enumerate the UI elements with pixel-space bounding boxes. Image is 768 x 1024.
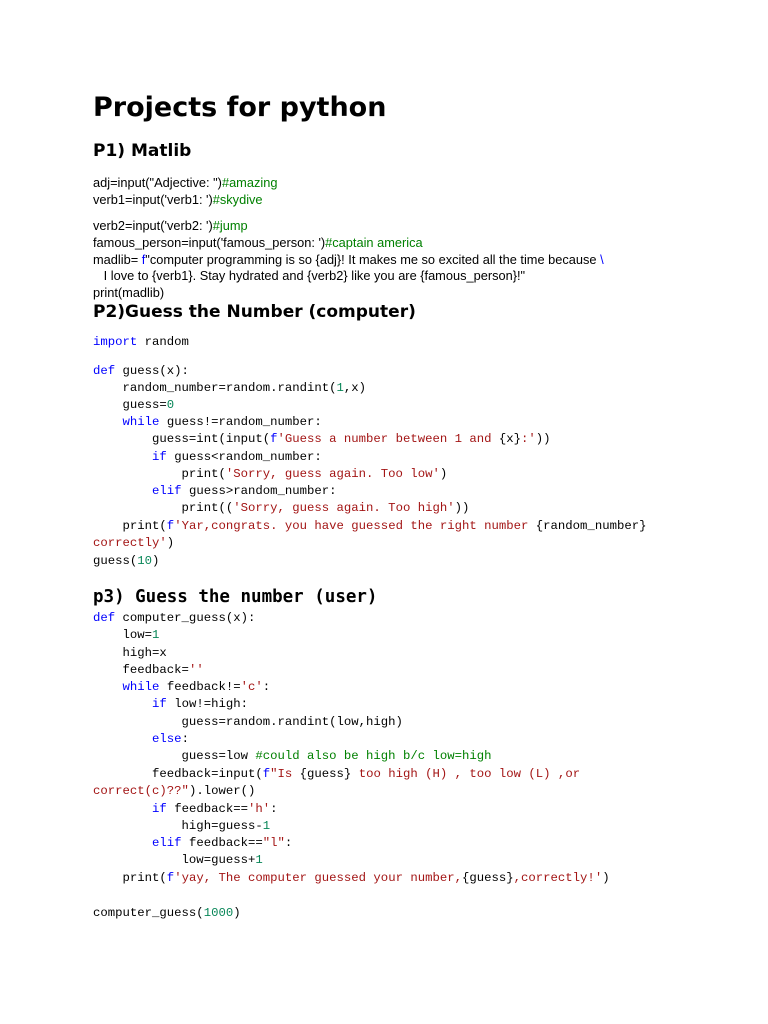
code-text: low!=high: — [166, 697, 248, 711]
code-keyword: if — [152, 697, 167, 711]
code-string: 'Guess a number between 1 and — [277, 432, 499, 446]
code-line — [93, 363, 733, 380]
code-text: famous_person=input('famous_person: ') — [93, 235, 326, 250]
code-text: print( — [93, 519, 167, 533]
code-keyword: elif — [152, 836, 182, 850]
section-heading-p2: P2)Guess the Number (computer) — [93, 302, 416, 322]
code-text: {x} — [498, 432, 522, 446]
code-comment: #amazing — [221, 175, 278, 190]
code-text: low= — [93, 628, 153, 642]
code-text: : — [270, 802, 278, 816]
code-keyword: else — [152, 732, 182, 746]
code-number: 10 — [137, 554, 153, 568]
code-string: 'h' — [248, 802, 271, 816]
code-line — [93, 397, 733, 414]
code-number: 1 — [152, 628, 160, 642]
code-text: random — [137, 335, 189, 349]
code-text: guess= — [93, 398, 167, 412]
code-line — [93, 679, 733, 696]
code-line: high=x — [93, 646, 167, 660]
code-text: computer_guess( — [93, 906, 204, 920]
code-indent — [93, 697, 152, 711]
code-string: 'Sorry, guess again. Too low' — [225, 467, 440, 481]
code-line — [93, 835, 733, 852]
code-text: : — [284, 836, 293, 850]
section-heading-p1: P1) Matlib — [93, 141, 192, 161]
code-line — [93, 466, 733, 483]
code-line — [93, 414, 733, 431]
code-text: feedback== — [181, 836, 263, 850]
code-text: ) — [152, 554, 160, 568]
code-text: : — [262, 680, 271, 694]
code-string: "l" — [262, 836, 285, 850]
code-keyword: f — [141, 252, 146, 267]
code-number: 1 — [262, 819, 271, 833]
code-text: computer_guess(x): — [115, 611, 256, 625]
code-string: too high (H) , too low (L) ,or — [351, 767, 581, 781]
code-text: print(( — [93, 501, 234, 515]
code-text: feedback!= — [159, 680, 241, 694]
code-string: 'yay, The computer guessed your number, — [174, 871, 462, 885]
code-text: guess=low — [93, 749, 256, 763]
code-text: {random_number} — [535, 519, 647, 533]
code-line — [93, 627, 733, 644]
code-line — [93, 731, 733, 748]
code-line: print(madlib) — [93, 285, 165, 300]
code-keyword: while — [122, 415, 160, 429]
code-line — [93, 801, 733, 818]
page-title: Projects for python — [93, 92, 387, 123]
code-string: "Is — [270, 767, 300, 781]
code-number: 1 — [255, 853, 263, 867]
code-text: feedback== — [166, 802, 248, 816]
code-line — [93, 431, 733, 448]
code-text: )) — [454, 501, 470, 515]
code-keyword: while — [122, 680, 160, 694]
code-number: 1000 — [203, 906, 234, 920]
code-keyword: if — [152, 450, 167, 464]
code-line — [93, 251, 733, 268]
code-line — [93, 535, 733, 552]
code-text: guess(x): — [115, 364, 189, 378]
code-line — [93, 217, 733, 234]
code-number: 1 — [336, 381, 344, 395]
code-keyword: def — [93, 611, 116, 625]
code-keyword: elif — [152, 484, 182, 498]
code-text: "computer programming is so {adj}! It makes me so excited all the time because — [145, 252, 601, 267]
code-indent — [93, 680, 123, 694]
code-text: print( — [93, 871, 167, 885]
code-text: feedback=input( — [93, 767, 263, 781]
code-line — [93, 818, 733, 835]
code-comment: #could also be high b/c low=high — [255, 749, 492, 763]
code-indent — [93, 802, 152, 816]
code-indent — [93, 450, 152, 464]
code-line — [93, 852, 733, 869]
code-text: madlib= — [93, 252, 142, 267]
code-keyword: import — [93, 335, 138, 349]
code-line — [93, 334, 733, 351]
code-comment: #jump — [212, 218, 248, 233]
code-text: adj=input("Adjective: ") — [93, 175, 222, 190]
code-text: guess( — [93, 554, 138, 568]
code-string: ,correctly!' — [513, 871, 603, 885]
code-indent — [93, 415, 123, 429]
code-string: 'Yar,congrats. you have guessed the right number — [174, 519, 536, 533]
code-text: low=guess+ — [93, 853, 256, 867]
code-keyword: f — [262, 767, 271, 781]
code-text: guess=int(input( — [93, 432, 271, 446]
code-line — [93, 553, 733, 570]
code-text: ,x) — [343, 381, 367, 395]
code-string: :' — [521, 432, 536, 446]
code-text: verb1=input('verb1: ') — [93, 192, 213, 207]
code-keyword: if — [152, 802, 167, 816]
code-string: correctly' — [93, 536, 167, 550]
code-text: verb2=input('verb2: ') — [93, 218, 213, 233]
code-line — [93, 905, 733, 922]
code-line — [93, 870, 733, 887]
code-text: {guess} — [299, 767, 352, 781]
code-string: '' — [188, 663, 204, 677]
code-text: )) — [535, 432, 551, 446]
code-line — [93, 234, 733, 251]
code-text: high=guess- — [93, 819, 263, 833]
section-heading-p3: p3) Guess the number (user) — [93, 587, 378, 607]
code-number: 0 — [166, 398, 175, 412]
code-line — [93, 783, 733, 800]
code-line — [93, 748, 733, 765]
code-text: ) — [439, 467, 448, 481]
code-text: feedback= — [93, 663, 189, 677]
code-text: guess>random_number: — [181, 484, 337, 498]
code-text: random_number=random.randint( — [93, 381, 337, 395]
code-comment: #skydive — [212, 192, 263, 207]
code-keyword: f — [166, 519, 175, 533]
code-line — [93, 518, 733, 535]
code-indent — [93, 836, 152, 850]
code-text: {guess} — [461, 871, 514, 885]
code-line — [93, 696, 733, 713]
code-line — [93, 662, 733, 679]
code-indent — [93, 732, 152, 746]
code-line — [93, 766, 733, 783]
code-keyword: f — [270, 432, 278, 446]
code-text: ) — [166, 536, 175, 550]
code-keyword: \ — [600, 252, 604, 267]
code-comment: #captain america — [325, 235, 423, 250]
code-text: ) — [233, 906, 241, 920]
code-indent — [93, 484, 152, 498]
code-string: correct(c)??" — [93, 784, 189, 798]
code-text: ).lower() — [188, 784, 256, 798]
code-line — [93, 483, 733, 500]
code-text: guess<random_number: — [166, 450, 322, 464]
code-text: print( — [93, 467, 226, 481]
code-line — [93, 380, 733, 397]
code-line: I love to {verb1}. Stay hydrated and {verb2} like you are {famous_person}!" — [93, 268, 526, 283]
code-line — [93, 500, 733, 517]
code-line — [93, 191, 733, 208]
code-line: guess=random.randint(low,high) — [93, 715, 403, 729]
code-string: 'Sorry, guess again. Too high' — [233, 501, 455, 515]
code-line — [93, 449, 733, 466]
code-text: : — [181, 732, 189, 746]
code-line — [93, 174, 733, 191]
code-text: guess!=random_number: — [159, 415, 322, 429]
code-keyword: def — [93, 364, 116, 378]
code-keyword: f — [166, 871, 175, 885]
code-line — [93, 610, 733, 627]
code-text: ) — [602, 871, 610, 885]
code-string: 'c' — [240, 680, 263, 694]
